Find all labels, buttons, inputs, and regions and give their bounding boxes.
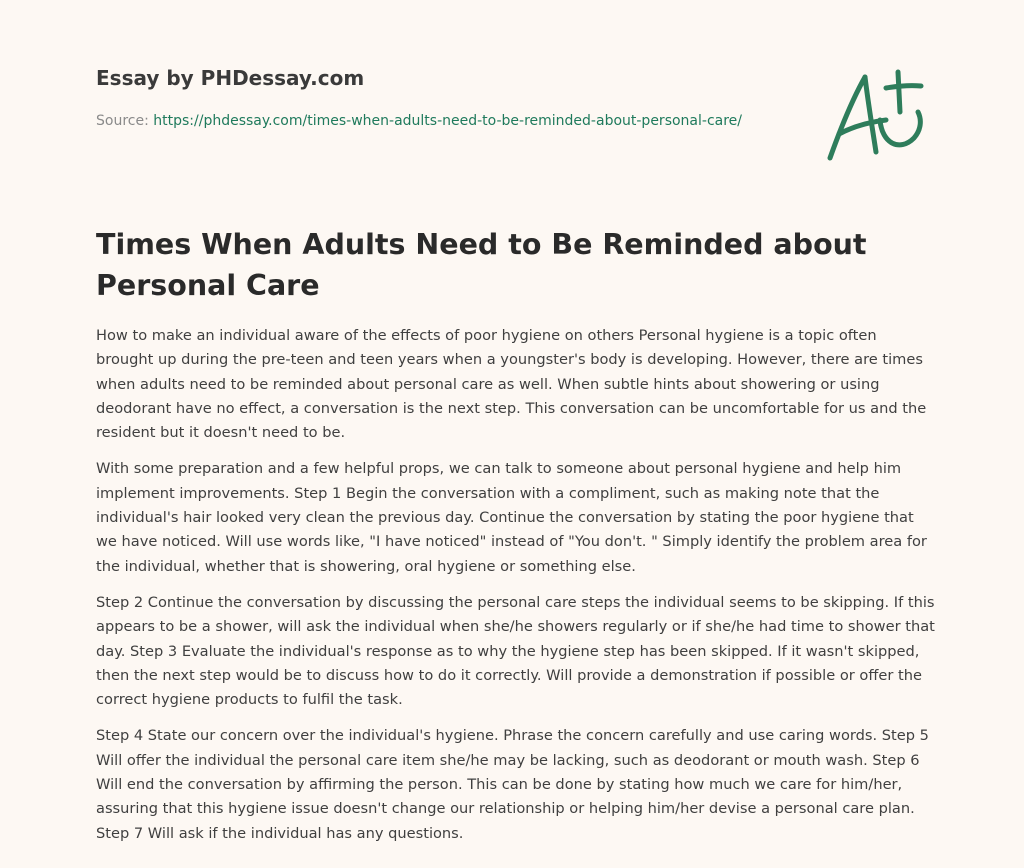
site-brand: Essay by PHDessay.com xyxy=(96,66,365,90)
article-paragraph: With some preparation and a few helpful props, we can talk to someone about personal hygiene and help him implement improvements. Step 1 Begin the conversation with a compliment, such as making note that the individual's hair looked very clean the previous day. Continue the conversation by stating the poor hygiene that we have noticed. Will use words like, "I have noticed" instead of "You don't. " Simply identify the problem area for the individual, whether that is showering, oral hygiene or something else. xyxy=(96,460,927,575)
source-label: Source: xyxy=(96,113,149,129)
source-line xyxy=(96,110,776,133)
article-body xyxy=(96,324,936,858)
page-header xyxy=(96,64,776,133)
a-plus-grade-icon xyxy=(818,64,930,168)
article-paragraph: Step 2 Continue the conversation by discussing the personal care steps the individual seems to be skipping. If this appears to be a shower, will ask the individual when she/he showers regularly or if she/he had time to shower that day. Step 3 Evaluate the individual's response as to why the hygiene step has been skipped. If it wasn't skipped, then the next step would be to discuss how to do it correctly. Will provide a demonstration if possible or offer the correct hygiene products to fulfil the task. xyxy=(96,593,935,709)
article-paragraph: Step 4 State our concern over the individual's hygiene. Phrase the concern carefully and use caring words. Step 5 Will offer the individual the personal care item she/he may be lacking, such as deodorant or mouth wash. Step 6 Will end the conversation by affirming the person. This can be done by stating how much we care for him/her, assuring that this hygiene issue doesn't change our relationship or helping him/her devise a personal care plan. Step 7 Will ask if the individual has any questions. xyxy=(96,727,929,842)
article-paragraph: How to make an individual aware of the effects of poor hygiene on others Personal hygiene is a topic often brought up during the pre-teen and teen years when a youngster's body is developing. However, there are times when adults need to be reminded about personal care as well. When subtle hints about showering or using deodorant have no effect, a conversation is the next step. This conversation can be uncomfortable for us and the resident but it doesn't need to be. xyxy=(96,327,927,442)
source-link[interactable]: https://phdessay.com/times-when-adults-need-to-be-reminded-about-personal-care/ xyxy=(153,113,742,129)
article-title: Times When Adults Need to Be Reminded about Personal Care xyxy=(96,228,867,302)
